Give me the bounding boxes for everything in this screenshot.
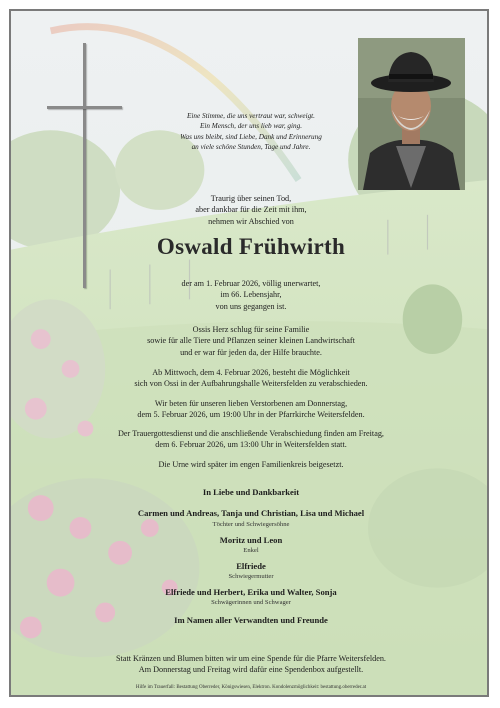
death-info-line: der am 1. Februar 2026, völlig unerwartet, bbox=[181, 279, 321, 288]
mourner-relation: Töchter und Schwiegersöhne bbox=[212, 520, 290, 528]
prayer-info bbox=[31, 398, 471, 421]
mourners-closing: Im Namen aller Verwandten und Freunde bbox=[174, 615, 328, 626]
mourner-names: Moritz und Leon bbox=[219, 534, 283, 545]
intro-line: aber dankbar für die Zeit mit ihm, bbox=[195, 205, 307, 215]
description-line: Ossis Herz schlug für seine Familie bbox=[192, 325, 310, 334]
mourner-group bbox=[31, 535, 471, 555]
prayer-line: Wir beten für unseren lieben Verstorbenen am Donnerstag, bbox=[154, 399, 348, 408]
donation-info bbox=[31, 653, 471, 676]
donation-line: Statt Kränzen und Blumen bitten wir um eine Spende für die Pfarre Weitersfelden. bbox=[116, 654, 386, 663]
obituary-card bbox=[9, 9, 489, 697]
funeral-info bbox=[31, 428, 471, 451]
intro-line: nehmen wir Abschied von bbox=[208, 216, 294, 226]
mourner-names: Elfriede bbox=[236, 560, 266, 571]
funeral-line: Der Trauergottesdienst und die anschließende Verabschiedung finden am Freitag, bbox=[118, 429, 384, 438]
quote-line: Ein Mensch, der uns lieb war, ging. bbox=[199, 122, 302, 131]
viewing-line: sich von Ossi in der Aufbahrungshalle Weitersfelden zu verabschieden. bbox=[134, 379, 368, 389]
deceased-name: Oswald Frühwirth bbox=[156, 234, 346, 259]
cross-horizontal-beam bbox=[47, 106, 122, 109]
mourner-names: Elfriede und Herbert, Erika und Walter, Sonja bbox=[165, 587, 337, 598]
funeral-line: dem 6. Februar 2026, um 13:00 Uhr in Weitersfelden statt. bbox=[155, 440, 347, 450]
quote-line: an viele schöne Stunden, Tage und Jahre. bbox=[191, 142, 311, 151]
description-line: und er war für jeden da, der Hilfe brauchte. bbox=[180, 347, 322, 357]
donation-line: Am Donnerstag und Freitag wird dafür eine Spendenbox aufgestellt. bbox=[138, 665, 364, 675]
prayer-line: dem 5. Februar 2026, um 19:00 Uhr in der Pfarrkirche Weitersfelden. bbox=[137, 410, 365, 420]
memorial-quote bbox=[151, 111, 351, 152]
footer-credit: Hilfe im Trauerfall: Bestattung Oberreder, Königswiesen, Elektron. Kondolenzmöglichkeit: bestattung.oberreder.at bbox=[135, 685, 367, 690]
intro-text bbox=[131, 193, 371, 227]
intro-line: Traurig über seinen Tod, bbox=[210, 194, 292, 203]
mourner-relation: Schwägerinnen und Schwager bbox=[211, 599, 291, 607]
mourner-relation: Enkel bbox=[243, 546, 259, 554]
quote-line: Was uns bleibt, sind Liebe, Dank und Erinnerung bbox=[180, 132, 322, 141]
viewing-line: Ab Mittwoch, dem 4. Februar 2026, besteht die Möglichkeit bbox=[152, 368, 350, 377]
mourner-group bbox=[31, 561, 471, 581]
description-text bbox=[31, 324, 471, 358]
death-info bbox=[31, 278, 471, 312]
mourner-group bbox=[31, 508, 471, 528]
urn-info: Die Urne wird später im engen Familienkreis beigesetzt. bbox=[158, 460, 344, 469]
mourners-heading: In Liebe und Dankbarkeit bbox=[202, 487, 300, 497]
mourner-names: Carmen und Andreas, Tanja und Christian, Lisa und Michael bbox=[137, 508, 365, 519]
death-info-line: im 66. Lebensjahr, bbox=[220, 290, 282, 300]
portrait-photo bbox=[358, 38, 465, 190]
mourner-relation: Schwiegermutter bbox=[228, 573, 274, 581]
death-info-line: von uns gegangen ist. bbox=[215, 301, 287, 311]
viewing-info bbox=[31, 367, 471, 390]
quote-line: Eine Stimme, die uns vertraut war, schweigt. bbox=[187, 112, 315, 120]
mourner-group bbox=[31, 587, 471, 607]
description-line: sowie für alle Tiere und Pflanzen seiner kleinen Landwirtschaft bbox=[147, 336, 355, 346]
mourners-section bbox=[31, 487, 471, 627]
